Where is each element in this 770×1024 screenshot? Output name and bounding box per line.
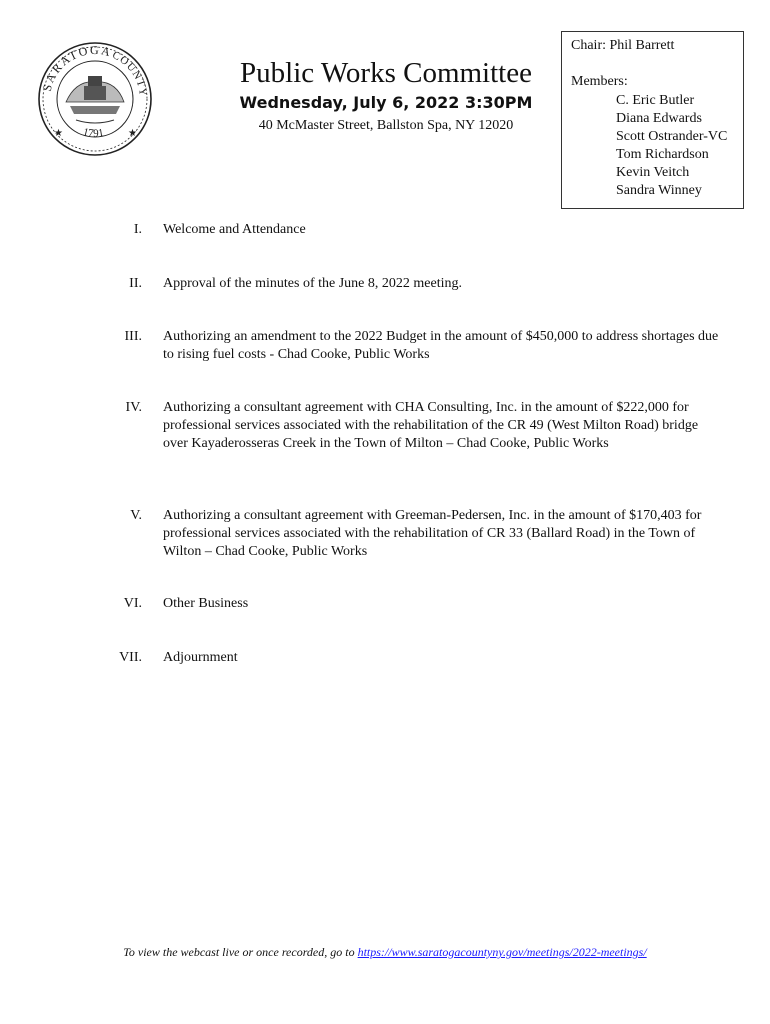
committee-members-box — [561, 31, 744, 209]
member-item: Kevin Veitch — [616, 165, 690, 180]
title-block — [214, 56, 558, 135]
meeting-address: 40 McMaster Street, Ballston Spa, NY 12020 — [258, 118, 514, 133]
agenda-item-number: III. — [124, 329, 142, 344]
agenda-item-number: V. — [130, 508, 142, 523]
seal-year: 1791 — [81, 126, 105, 140]
page-title: Public Works Committee — [240, 57, 532, 89]
agenda-item-text: Welcome and Attendance — [163, 222, 306, 237]
agenda-item-text: Approval of the minutes of the June 8, 2022 meeting. — [163, 276, 462, 291]
agenda-item-text: Other Business — [163, 596, 249, 611]
agenda-item-number: I. — [133, 222, 142, 237]
member-item: Sandra Winney — [616, 183, 702, 198]
footer-text: To view the webcast live or once recorded, go to — [123, 945, 358, 959]
agenda-item-text: Authorizing a consultant agreement with CHA Consulting, Inc. in the amount of $222,000 for professional services associated with the rehabilitation of the CR 49 (West Milton Road) bridge over Kayaderosseras Creek in the Town of Milton – Chad Cooke, Public Works — [163, 400, 699, 451]
svg-text:★: ★ — [54, 128, 63, 139]
committee-chair: Chair: Phil Barrett — [571, 38, 675, 53]
member-list — [616, 92, 727, 200]
seal-right-text: COUNTY — [110, 48, 150, 98]
member-item: Tom Richardson — [616, 147, 709, 162]
agenda-item-text: Authorizing a consultant agreement with Greeman-Pedersen, Inc. in the amount of $170,403 for professional services associated with the rehabilitation of CR 33 (Ballard Road) in the Town of Wilton – Chad Cooke, Public Works — [163, 508, 702, 559]
webcast-footer — [0, 945, 770, 960]
member-item: C. Eric Butler — [616, 93, 695, 108]
agenda-item-text: Authorizing an amendment to the 2022 Budget in the amount of $450,000 to address shortages due to rising fuel costs - Chad Cooke, Public Works — [163, 329, 719, 362]
svg-text:★: ★ — [128, 128, 137, 139]
agenda-item-text: Adjournment — [163, 650, 238, 665]
agenda-item-number: VII. — [119, 650, 142, 665]
agenda-item-number: IV. — [125, 400, 142, 415]
members-label: Members: — [571, 74, 628, 89]
member-item: Scott Ostrander-VC — [616, 129, 728, 144]
meetings-link[interactable]: https://www.saratogacountyny.gov/meetings/2022-meetings/ — [357, 945, 647, 959]
agenda-item-number: II. — [129, 276, 142, 291]
svg-text:1791 — [82, 126, 105, 140]
county-seal-logo — [36, 40, 154, 158]
seal-top-text: SARATOGA — [39, 42, 114, 93]
member-item: Diana Edwards — [616, 111, 702, 126]
agenda-item-number: VI. — [123, 596, 142, 611]
meeting-date: Wednesday, July 6, 2022 3:30PM — [239, 93, 533, 112]
